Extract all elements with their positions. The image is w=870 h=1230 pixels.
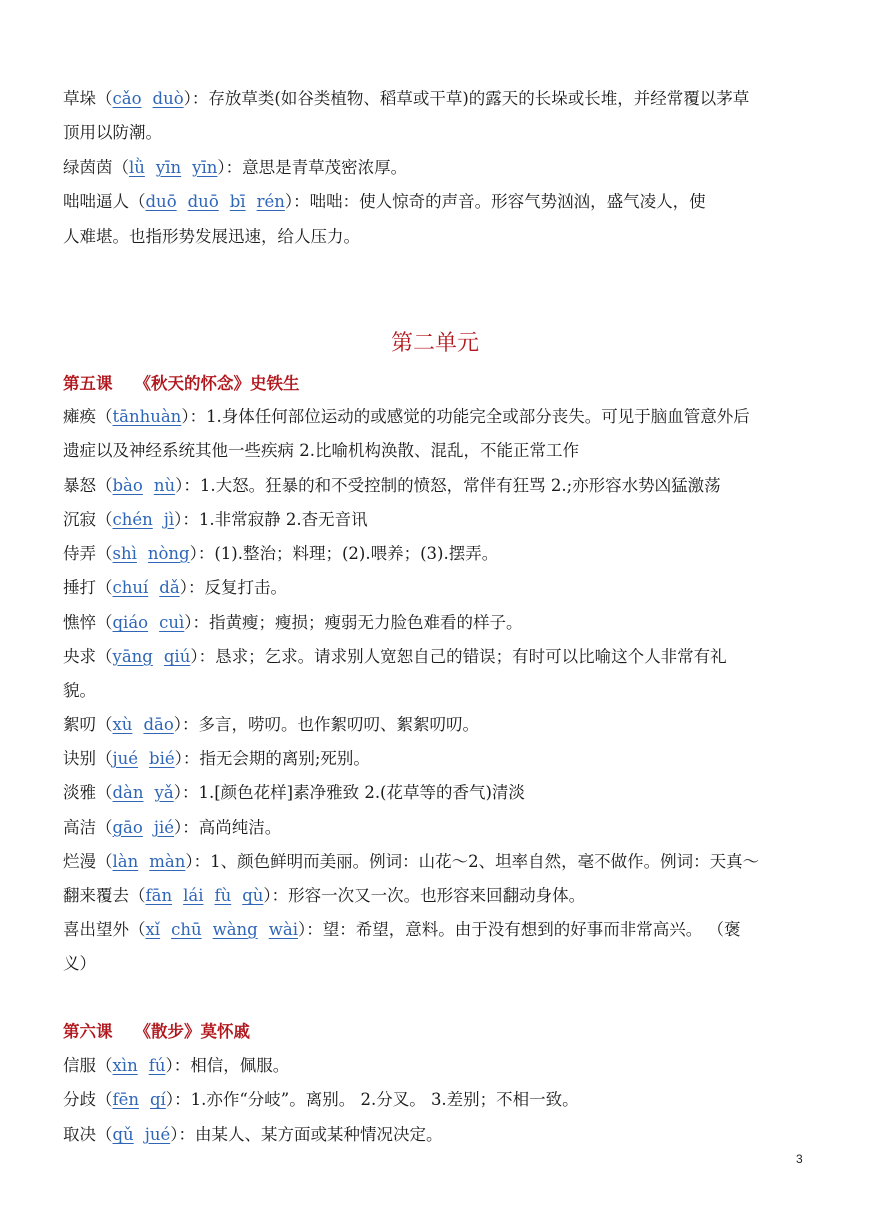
vocab-definition: 高尚纯洁。 [198,818,282,837]
vocab-pinyin: duō [145,192,177,211]
vocab-definition: 1、颜色鲜明而美丽。例词：山花～2、坦率自然，毫不做作。例词：天真～ [210,852,760,871]
vocab-pinyin: xù [112,715,133,734]
vocab-definition: 形容一次又一次。也形容来回翻动身体。 [288,886,586,905]
vocab-entry: 草垛（cǎo duò）：存放草类(如谷类植物、稻草或干草)的露天的长垛或长堆，并经常覆以茅草 [63,89,750,108]
vocab-entry: 暴怒（bào nù）：1.大怒。狂暴的和不受控制的愤怒，常伴有狂骂 2.;亦形容水势凶猛激荡 [63,476,721,495]
vocab-word: 憔悴 [63,613,96,632]
vocab-pinyin: qí [150,1090,166,1109]
vocab-word: 烂漫 [63,852,96,871]
vocab-word: 高洁 [63,818,96,837]
vocab-pinyin: dāo [143,715,174,734]
vocab-definition: 由某人、某方面或某种情况决定。 [194,1125,443,1144]
vocab-entry: 沉寂（chén jì）：1.非常寂静 2.杳无音讯 [63,510,368,529]
vocab-definition: 存放草类(如谷类植物、稻草或干草)的露天的长垛或长堆，并经常覆以茅草 [208,89,750,108]
vocab-entry: 咄咄逼人（duō duō bī rén）：咄咄：使人惊奇的声音。形容气势汹汹，盛气凌人，使 [63,192,706,211]
lesson6-heading [63,1021,250,1043]
vocab-definition-continued [63,440,813,462]
vocab-entry: 捶打（chuí dǎ）：反复打击。 [63,578,287,597]
vocab-pinyin: qù [242,886,264,905]
vocab-definition-continued [63,122,813,144]
vocab-definition: 多言，唠叨。也作絮叨叨、絮絮叨叨。 [198,715,480,734]
vocab-pinyin: fēn [112,1090,139,1109]
vocab-definition: 1.大怒。狂暴的和不受控制的愤怒，常伴有狂骂 2.;亦形容水势凶猛激荡 [199,476,721,495]
vocab-entry: 央求（yāng qiú）：恳求；乞求。请求别人宽恕自己的错误；有时可以比喻这个人非常有礼 [63,647,727,666]
vocab-definition-cont: 义） [63,954,96,973]
vocab-entry: 翻来覆去（fān lái fù qù）：形容一次又一次。也形容来回翻动身体。 [63,886,586,905]
vocab-pinyin: nù [153,476,176,495]
vocab-definition: 1.身体任何部位运动的或感觉的功能完全或部分丧失。可见于脑血管意外后 [206,407,750,426]
vocab-definition: 指黄瘦；瘦损；瘦弱无力脸色难看的样子。 [209,613,523,632]
vocab-pinyin: jué [144,1125,171,1144]
vocab-pinyin: duō [187,192,219,211]
vocab-pinyin: jì [163,510,175,529]
vocab-pinyin: yāng [112,647,153,666]
vocab-entry: 憔悴（qiáo cuì）：指黄瘦；瘦损；瘦弱无力脸色难看的样子。 [63,613,523,632]
lesson5-title: 第五课 [63,374,113,393]
vocab-pinyin: nòng [147,544,190,563]
vocab-pinyin: yīn [192,158,218,177]
vocab-pinyin: shì [112,544,137,563]
vocab-pinyin: wài [268,920,298,939]
vocab-definition: 1.非常寂静 2.杳无音讯 [198,510,368,529]
lesson5-work: 《秋天的怀念》史铁生 [134,374,300,393]
vocab-definition: (1).整治；料理；(2).喂养；(3).摆弄。 [214,544,499,563]
vocab-pinyin: bī [229,192,246,211]
vocab-pinyin: chū [171,920,202,939]
vocab-definition: 指无会期的离别;死别。 [199,749,370,768]
vocab-word: 喜出望外 [63,920,129,939]
vocab-definition: 反复打击。 [204,578,287,597]
vocab-word: 瘫痪 [63,407,96,426]
vocab-entry: 淡雅（dàn yǎ）：1.[颜色花样]素净雅致 2.(花草等的香气)清淡 [63,783,525,802]
vocab-word: 侍弄 [63,544,96,563]
vocab-word: 取决 [63,1125,96,1144]
vocab-pinyin: dàn [112,783,144,802]
vocab-pinyin: chuí [112,578,149,597]
vocab-pinyin: tānhuàn [112,407,182,426]
vocab-entry: 喜出望外（xǐ chū wàng wài）：望：希望，意料。由于没有想到的好事而非常高兴。 （褒 [63,920,741,939]
vocab-definition: 恳求；乞求。请求别人宽恕自己的错误；有时可以比喻这个人非常有礼 [215,647,727,666]
unit-title: 第二单元 [390,331,479,356]
vocab-word: 绿茵茵 [63,158,113,177]
vocab-word: 草垛 [63,89,96,108]
vocab-definition-cont: 人难堪。也指形势发展迅速，给人压力。 [63,227,360,246]
vocab-pinyin: lái [183,886,204,905]
vocab-entry: 烂漫（làn màn）：1、颜色鲜明而美丽。例词：山花～2、坦率自然，毫不做作。例词：天真～ [63,852,760,871]
vocab-definition-cont: 貌。 [63,681,96,700]
vocab-entry: 絮叨（xù dāo）：多言，唠叨。也作絮叨叨、絮絮叨叨。 [63,715,480,734]
vocab-word: 捶打 [63,578,96,597]
vocab-pinyin: làn [112,852,139,871]
vocab-pinyin: lǜ [129,158,145,177]
vocab-pinyin: màn [149,852,186,871]
vocab-pinyin: yīn [155,158,182,177]
vocab-pinyin: bié [149,749,175,768]
vocab-definition-continued [63,226,813,248]
vocab-definition: 1.[颜色花样]素净雅致 2.(花草等的香气)清淡 [198,783,525,802]
vocab-definition: 意思是青草茂密浓厚。 [242,158,408,177]
vocab-entry: 瘫痪（tānhuàn）：1.身体任何部位运动的或感觉的功能完全或部分丧失。可见于脑血管意外后 [63,407,750,426]
vocab-entry: 侍弄（shì nòng）：(1).整治；料理；(2).喂养；(3).摆弄。 [63,544,499,563]
page-number: 3 [796,1152,803,1166]
vocab-definition: 咄咄：使人惊奇的声音。形容气势汹汹，盛气凌人，使 [309,192,706,211]
vocab-entry: 绿茵茵（lǜ yīn yīn）：意思是青草茂密浓厚。 [63,158,408,177]
vocab-pinyin: duò [152,89,184,108]
vocab-definition-continued [63,953,813,975]
vocab-pinyin: xìn [112,1056,138,1075]
vocab-word: 淡雅 [63,783,96,802]
vocab-definition: 1.亦作“分岐”。离别。 2.分叉。 3.差别；不相一致。 [190,1090,579,1109]
vocab-definition: 望：希望，意料。由于没有想到的好事而非常高兴。 （褒 [322,920,741,939]
vocab-word: 沉寂 [63,510,96,529]
vocab-pinyin: fù [214,886,232,905]
vocab-word: 絮叨 [63,715,96,734]
vocab-pinyin: jié [153,818,175,837]
vocab-entry: 信服（xìn fú）：相信，佩服。 [63,1056,290,1075]
vocab-pinyin: bào [112,476,143,495]
vocab-entry: 取决（qǔ jué）：由某人、某方面或某种情况决定。 [63,1125,443,1144]
vocab-word: 央求 [63,647,96,666]
vocab-entry: 分歧（fēn qí）：1.亦作“分岐”。离别。 2.分叉。 3.差别；不相一致。 [63,1090,579,1109]
vocab-definition: 相信，佩服。 [190,1056,290,1075]
vocab-definition-cont: 顶用以防潮。 [63,123,162,142]
vocab-entry: 高洁（gāo jié）：高尚纯洁。 [63,818,282,837]
vocab-definition-continued [63,680,813,702]
vocab-pinyin: qǔ [112,1125,134,1144]
vocab-pinyin: dǎ [159,578,180,597]
vocab-word: 咄咄逼人 [63,192,129,211]
vocab-word: 分歧 [63,1090,96,1109]
vocab-pinyin: cǎo [112,89,142,108]
vocab-pinyin: qiáo [112,613,149,632]
vocab-definition-cont: 遗症以及神经系统其他一些疾病 2.比喻机构涣散、混乱，不能正常工作 [63,441,579,460]
vocab-pinyin: xǐ [145,920,161,939]
vocab-pinyin: jué [112,749,139,768]
lesson6-title: 第六课 [63,1022,113,1041]
vocab-pinyin: fān [145,886,173,905]
lesson6-work: 《散步》莫怀戚 [134,1022,250,1041]
vocab-word: 诀别 [63,749,96,768]
vocab-word: 信服 [63,1056,96,1075]
lesson5-heading [63,373,300,395]
vocab-entry: 诀别（jué bié）：指无会期的离别;死别。 [63,749,370,768]
vocab-pinyin: chén [112,510,153,529]
vocab-pinyin: cuì [159,613,185,632]
vocab-pinyin: fú [148,1056,166,1075]
vocab-pinyin: qiú [163,647,191,666]
vocab-pinyin: rén [256,192,285,211]
vocab-word: 翻来覆去 [63,886,129,905]
vocab-pinyin: yǎ [154,783,174,802]
vocab-word: 暴怒 [63,476,96,495]
vocab-pinyin: wàng [212,920,258,939]
vocab-pinyin: gāo [112,818,143,837]
